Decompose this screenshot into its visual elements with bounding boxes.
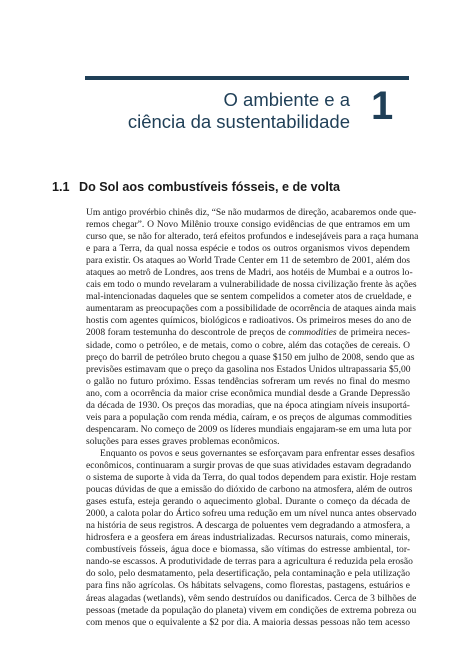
text-line: remos chegar”. O Novo Milênio trouxe consigo evidências de que entramos em um [86,219,410,231]
text-line: mal-intencionadas daqueles que se sentem compelidos a cometer atos de crueldade, e [86,291,412,303]
text-line: cais em todo o mundo revelaram a vulnerabilidade de nossa civilização frente às ações [86,279,417,291]
text-line: 2000, a calota polar do Ártico sofreu uma redução em um nível nunca antes observado [86,508,417,520]
text-line: da década de 1930. Os preços das moradias, que na época atingiam níveis insuportá- [86,399,410,411]
chapter-title-line-2: ciência da sustentabilidade [127,111,350,132]
body-text [86,207,419,629]
text-line: combustíveis fósseis, água doce e biomassa, são vítimas do estresse ambiental, tor- [86,544,410,556]
text-line: Enquanto os povos e seus governantes se esforçavam para enfrentar esses desafios [100,447,415,459]
section-title: Do Sol aos combustíveis fósseis, e de volta [79,180,341,194]
text-line: previsões estimavam que o preço da gasolina nos Estados Unidos ultrapassaria $5,00 [86,363,411,375]
text-line: despencaram. No começo de 2009 os líderes mundiais engajaram-se em uma luta por [86,423,412,435]
text-line: hidrosfera e a geosfera em áreas industrializadas. Recursos naturais, como minerais, [86,532,410,544]
text-line: soluções para esses graves problemas econômicos. [86,435,280,447]
text-line: áreas alagadas (wetlands), vêm sendo destruídos ou danificados. Cerca de 3 bilhões de [86,592,417,604]
text-line: gases estufa, esteja gerando o aquecimento global. Durante o começo da década de [86,496,410,508]
text-line: com menos que o equivalente a $2 por dia. A maioria dessas pessoas não tem acesso [86,616,410,628]
text-line: do solo, pelo desmatamento, pela desertificação, pela contaminação e pela utilização [86,568,410,580]
text-line: o sistema de suporte à vida da Terra, do qual todos dependem para existir. Hoje restam [86,472,417,484]
text-line: ano, com a ocorrência da maior crise econômica mundial desde a Grande Depressão [86,387,410,399]
text-line: Um antigo provérbio chinês diz, “Se não mudarmos de direção, acabaremos onde que- [86,207,417,218]
text-line: pessoas (metade da população do planeta) vivem em condições de extrema pobreza ou [86,604,417,616]
paragraph-2 [86,447,417,629]
section-number: 1.1 [52,180,70,194]
text-line: para existir. Os ataques ao World Trade Center em 11 de setembro de 2001, além dos [86,255,411,267]
text-line: nando-se escassos. A produtividade de terras para a agricultura é reduzida pela erosão [86,556,413,568]
text-line: e para a Terra, da qual nossa espécie e todos os outros organismos vivos dependem [86,243,410,255]
text-line: aumentaram as preocupações com a possibilidade de ocorrência de ataques ainda mais [86,303,417,315]
text-line: o galão no futuro próximo. Essas tendências sofreram um revés no final do mesmo [86,375,410,387]
text-line: veis para a população com renda média, caíram, e os preços de algumas commodities [86,411,412,423]
text-line: na história de seus registros. A descarga de poluentes vem degradando a atmosfera, a [86,520,410,532]
chapter-title-line-1: O ambiente e a [223,89,350,110]
text-line: 2008 foram testemunha do descontrole de preços de commodities de primeira neces- [86,327,410,339]
section-heading [52,179,340,195]
text-line: econômicos, continuaram a surgir provas de que suas atividades estavam degradando [86,459,412,471]
text-line: poucas dúvidas de que a emissão do dióxido de carbono na atmosfera, além de outros [86,484,413,496]
chapter-top-rule [85,76,409,80]
text-line: hostis com agentes químicos, biológicos e radioativos. Os primeiros meses do ano de [86,315,412,327]
chapter-title [110,89,350,133]
text-line: ataques ao metrô de Londres, aos trens de Madri, aos hotéis de Mumbai e a outros lo- [86,267,413,279]
paragraph-1 [86,207,419,448]
text-line: para fins não agrícolas. Os hábitats selvagens, como florestas, pastagens, estuários e [86,580,410,592]
chapter-number: 1 [371,84,394,128]
text-line: curso que, se não for alterado, terá efeitos profundos e indesejáveis para a raça humana [86,231,419,243]
text-line: sidade, como o petróleo, e de metais, como o cobre, além das cotações de cereais. O [86,339,410,351]
text-line: preço do barril de petróleo bruto chegou a quase $150 em julho de 2008, sendo que as [86,351,415,363]
